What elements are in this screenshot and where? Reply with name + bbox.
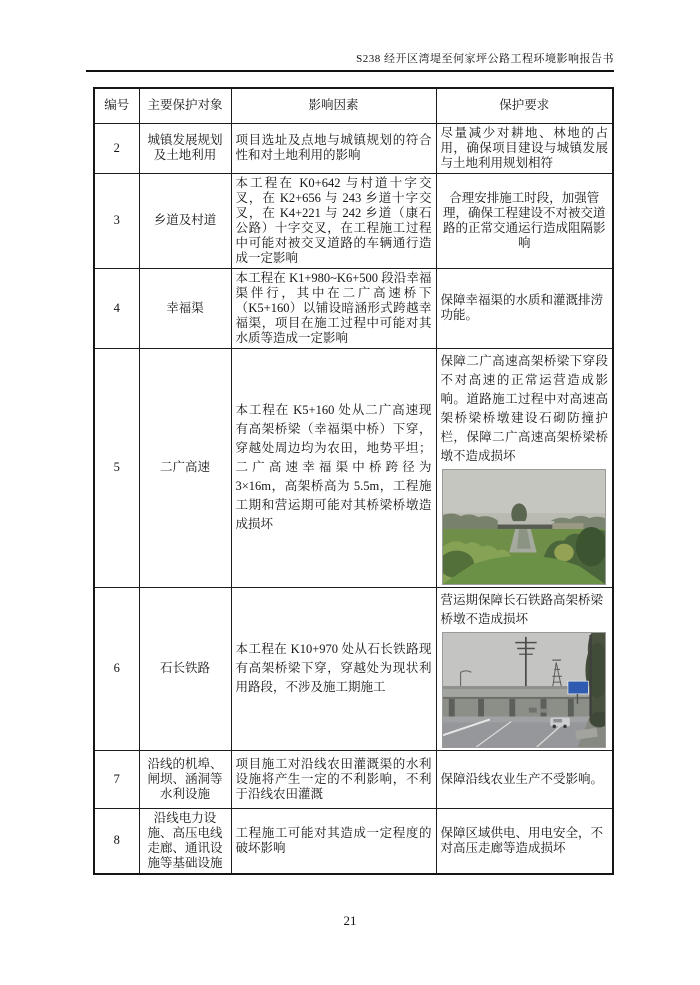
row-impact: 本工程在 K10+970 处从石长铁路现有高架桥梁下穿，穿越处为现状利用路段，不涉及施工期施工 (231, 587, 436, 750)
row-requirement: 营运期保障长石铁路高架桥梁桥墩不造成损坏 (440, 592, 604, 626)
report-title: S238 经开区湾堤至何家坪公路工程环境影响报告书 (356, 53, 614, 65)
table-row (94, 750, 613, 808)
row-id: 6 (94, 587, 139, 750)
canal-bridge-photo (442, 469, 606, 585)
railway-overpass-photo-graphic (443, 633, 605, 747)
row-impact: 本工程在 K0+642 与村道十字交叉，在 K2+656 与 243 乡道十字交叉，在 K4+221 与 242 乡道（康石公路）十字交叉，在工程施工过程中可能对被交叉道路的车辆通行造成一定影响 (231, 173, 436, 268)
table-row (94, 173, 613, 268)
row-impact: 工程施工可能对其造成一定程度的破坏影响 (231, 808, 436, 874)
row-target: 沿线电力设施、高压电线走廊、通讯设施等基础设施 (139, 808, 231, 874)
row-id: 2 (94, 123, 139, 173)
column-header-impact: 影响因素 (231, 88, 436, 123)
row-target: 幸福渠 (139, 268, 231, 348)
table-row (94, 587, 613, 750)
row-requirement: 合理安排施工时段，加强管理，确保工程建设不对被交道路的正常交通运行造成阻隔影响 (436, 173, 613, 268)
row-target: 二广高速 (139, 348, 231, 587)
row-id: 5 (94, 348, 139, 587)
page-header (86, 50, 614, 72)
row-requirement: 尽量减少对耕地、林地的占用，确保项目建设与城镇发展与土地利用规划相符 (436, 123, 613, 173)
row-impact: 本工程在 K1+980~K6+500 段沿幸福渠伴行，其中在二广高速桥下（K5+160）以铺设暗涵形式跨越幸福渠，项目在施工过程中可能对其水质等造成一定影响 (231, 268, 436, 348)
protection-requirements-table (93, 87, 614, 875)
column-header-requirement: 保护要求 (436, 88, 613, 123)
row-id: 4 (94, 268, 139, 348)
row-impact: 项目施工对沿线农田灌溉渠的水利设施将产生一定的不利影响，不利于沿线农田灌溉 (231, 750, 436, 808)
row-impact: 项目选址及点地与城镇规划的符合性和对土地利用的影响 (231, 123, 436, 173)
column-header-target: 主要保护对象 (139, 88, 231, 123)
railway-overpass-photo (442, 632, 606, 748)
table-row (94, 808, 613, 874)
row-requirement: 保障二广高速高架桥梁下穿段不对高速的正常运营造成影响。道路施工过程中对高速高架桥梁桥墩建设石砌防撞护栏，保障二广高速高架桥梁桥墩不造成损坏 (440, 353, 608, 463)
row-requirement-cell (436, 348, 613, 587)
row-requirement: 保障区域供电、用电安全，不对高压走廊等造成损坏 (436, 808, 613, 874)
page-number: 21 (343, 913, 357, 928)
table-row (94, 268, 613, 348)
row-id: 7 (94, 750, 139, 808)
table-row (94, 123, 613, 173)
row-requirement: 保障幸福渠的水质和灌溉排涝功能。 (436, 268, 613, 348)
row-id: 8 (94, 808, 139, 874)
row-id: 3 (94, 173, 139, 268)
row-target: 石长铁路 (139, 587, 231, 750)
table-header-row (94, 88, 613, 123)
row-target: 沿线的机埠、闸坝、涵洞等水利设施 (139, 750, 231, 808)
row-target: 乡道及村道 (139, 173, 231, 268)
row-requirement-cell (436, 587, 613, 750)
row-requirement: 保障沿线农业生产不受影响。 (436, 750, 613, 808)
row-impact: 本工程在 K5+160 处从二广高速现有高架桥梁（幸福渠中桥）下穿，穿越处周边均为农田，地势平坦；二广高速幸福渠中桥跨径为 3×16m，高架桥高为 5.5m，工程施工期和营运期可能对其桥梁桥墩造成损坏 (231, 348, 436, 587)
canal-bridge-photo-graphic (443, 470, 605, 584)
row-target: 城镇发展规划及土地利用 (139, 123, 231, 173)
column-header-id: 编号 (94, 88, 139, 123)
table-row (94, 348, 613, 587)
